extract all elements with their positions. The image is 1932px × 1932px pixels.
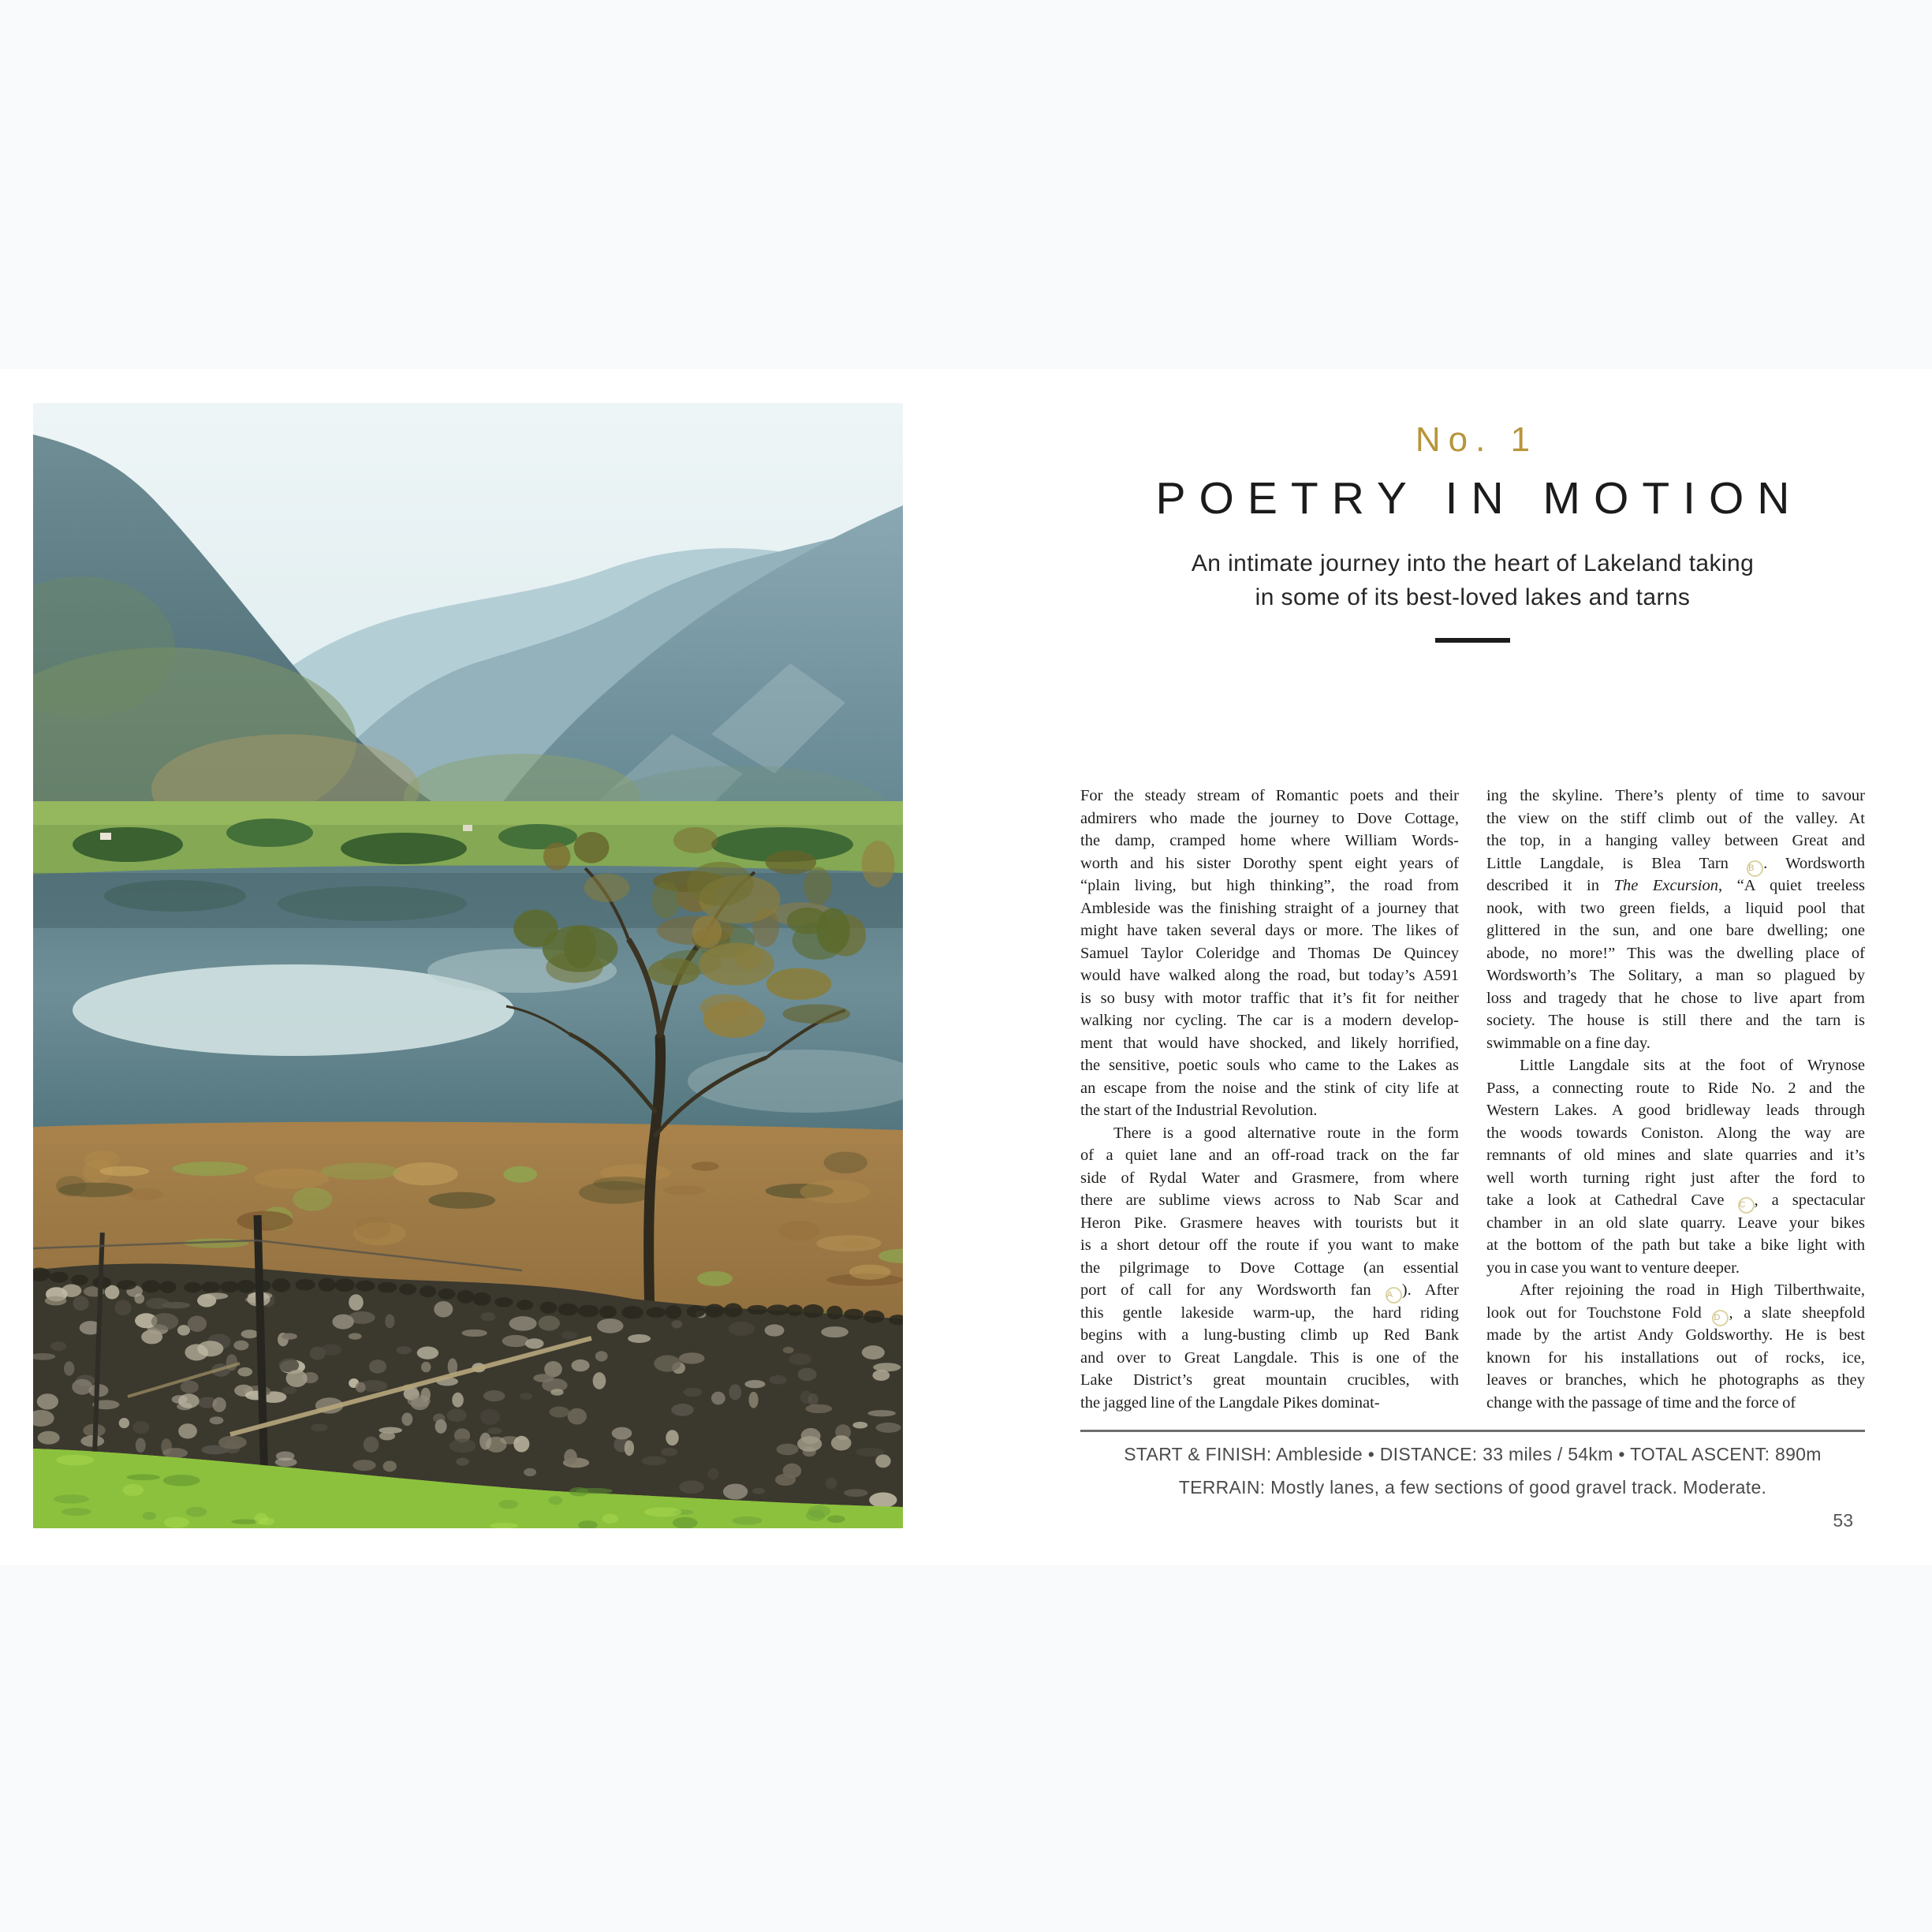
route-marker-badge: C	[1738, 1197, 1755, 1214]
text-line: ing the skyline. There’s plenty of time to savour	[1486, 787, 1865, 804]
page-title: POETRY IN MOTION	[1155, 473, 1803, 524]
text-line: well worth turning right just after the ford to	[1486, 1169, 1865, 1187]
route-number: No. 1	[1415, 420, 1539, 459]
text-line: port of call for any Wordsworth fan A ). After	[1080, 1279, 1459, 1302]
text-line: described it in The Excursion, “A quiet treeless	[1486, 877, 1866, 894]
route-marker-badge: D	[1712, 1310, 1729, 1326]
text-line: an escape from the noise and the stink of city life at	[1080, 1079, 1459, 1097]
text-line: the start of the Industrial Revolution.	[1080, 1102, 1318, 1119]
text-line: For the steady stream of Romantic poets and their	[1080, 787, 1459, 804]
section-divider	[1435, 638, 1510, 643]
text-line: glittered in the sun, and one bare dwelling; one	[1486, 922, 1865, 939]
text-line: Little Langdale sits at the foot of Wrynose	[1520, 1057, 1865, 1074]
text-line: loss and tragedy that he chose to live apart from	[1486, 989, 1865, 1007]
page-number: 53	[1833, 1510, 1853, 1531]
text-line: Little Langdale, is Blea Tarn B . Wordsworth	[1486, 852, 1865, 875]
text-line: the top, in a hanging valley between Great and	[1486, 832, 1865, 849]
text-line: the sensitive, poetic souls who came to the Lakes as	[1080, 1057, 1459, 1074]
text-line: Ambleside was the finishing straight of a journey that	[1080, 899, 1459, 917]
text-line: look out for Touchstone Fold D , a slate sheepfold	[1486, 1302, 1865, 1325]
text-line: remnants of old mines and slate quarries and it’s	[1486, 1147, 1865, 1164]
route-marker-badge: B	[1747, 860, 1763, 877]
text-line: the pilgrimage to Dove Cottage (an essential	[1080, 1259, 1459, 1277]
text-line: this gentle lakeside warm-up, the hard riding	[1080, 1304, 1459, 1322]
text-line: might have taken several days or more. The likes of	[1080, 922, 1459, 939]
text-line: and over to Great Langdale. This is one of the	[1080, 1348, 1459, 1367]
text-line: swimmable on a fine day.	[1486, 1034, 1650, 1052]
text-line: Samuel Taylor Coleridge and Thomas De Quincey	[1080, 944, 1459, 962]
route-subtitle	[1080, 546, 1865, 614]
footer-rule	[1080, 1430, 1865, 1432]
text-line: the damp, cramped home where William Words-	[1080, 832, 1459, 849]
text-line: worth and his sister Dorothy spent eight years of	[1080, 854, 1459, 872]
text-line: abode, no more!” This was the dwelling place of	[1486, 944, 1865, 962]
text-line: leaves or branches, which he photographs as they	[1486, 1371, 1865, 1389]
subtitle-line: An intimate journey into the heart of Lakeland taking	[1191, 550, 1755, 576]
text-line: There is a good alternative route in the form	[1113, 1124, 1459, 1142]
text-line: side of Rydal Water and Grasmere, from where	[1080, 1169, 1459, 1187]
text-line: Heron Pike. Grasmere heaves with tourists but it	[1080, 1214, 1459, 1232]
landscape-illustration	[33, 403, 903, 1528]
text-line: at the bottom of the path but take a bike light with	[1486, 1236, 1865, 1254]
text-line: of a quiet lane and an off-road track on the far	[1080, 1147, 1459, 1164]
text-line: society. The house is still there and the tarn is	[1486, 1012, 1865, 1029]
text-line: is so busy with motor traffic that it’s fit for neither	[1080, 989, 1459, 1007]
text-line: nook, with two green fields, a liquid pool that	[1486, 899, 1865, 917]
right-page	[1080, 403, 1865, 1565]
subtitle-line: in some of its best-loved lakes and tarns	[1255, 584, 1691, 610]
text-line: the jagged line of the Langdale Pikes dominat-	[1080, 1393, 1380, 1412]
text-line: is a short detour off the route if you want to make	[1080, 1236, 1459, 1254]
route-stats: START & FINISH: Ambleside • DISTANCE: 33 miles / 54km • TOTAL ASCENT: 890m	[1124, 1444, 1822, 1464]
text-line: there are sublime views across to Nab Scar and	[1080, 1192, 1459, 1209]
text-line: walking nor cycling. The car is a modern develop-	[1080, 1012, 1459, 1029]
text-line: made by the artist Andy Goldsworthy. He is best	[1486, 1326, 1865, 1344]
article-column-right	[1486, 785, 1865, 1414]
article-column-left	[1080, 785, 1459, 1414]
text-line: ment that would have shocked, and likely horrified,	[1080, 1034, 1459, 1052]
text-line: Pass, a connecting route to Ride No. 2 and the	[1486, 1079, 1865, 1097]
text-line: Wordsworth’s The Solitary, a man so plagued by	[1486, 967, 1865, 984]
text-line: Lake District’s great mountain crucibles, with	[1080, 1371, 1459, 1389]
text-line: Western Lakes. A good bridleway leads through	[1486, 1102, 1865, 1119]
route-terrain: TERRAIN: Mostly lanes, a few sections of good gravel track. Moderate.	[1178, 1477, 1767, 1497]
text-line: chamber in an old slate quarry. Leave your bikes	[1486, 1214, 1865, 1232]
text-line: the woods towards Coniston. Along the way are	[1486, 1124, 1865, 1142]
text-line: take a look at Cathedral Cave C , a spectacular	[1486, 1189, 1865, 1212]
text-line: change with the passage of time and the force of	[1486, 1393, 1796, 1412]
route-marker-badge: A	[1386, 1287, 1402, 1304]
text-line: “plain living, but high thinking”, the road from	[1080, 877, 1459, 894]
text-line: known for his installations out of rocks, ice,	[1486, 1348, 1865, 1367]
lake-district-photo	[33, 403, 903, 1528]
text-line: would have walked along the road, but today’s A591	[1080, 967, 1459, 984]
text-line: admirers who made the journey to Dove Cottage,	[1080, 809, 1459, 827]
text-line: you in case you want to venture deeper.	[1486, 1259, 1740, 1277]
text-line: After rejoining the road in High Tilberthwaite,	[1520, 1281, 1865, 1299]
article-body	[1080, 785, 1865, 1414]
text-line: the view on the stiff climb out of the valley. At	[1486, 809, 1865, 827]
text-line: begins with a lung-busting climb up Red Bank	[1080, 1326, 1459, 1344]
